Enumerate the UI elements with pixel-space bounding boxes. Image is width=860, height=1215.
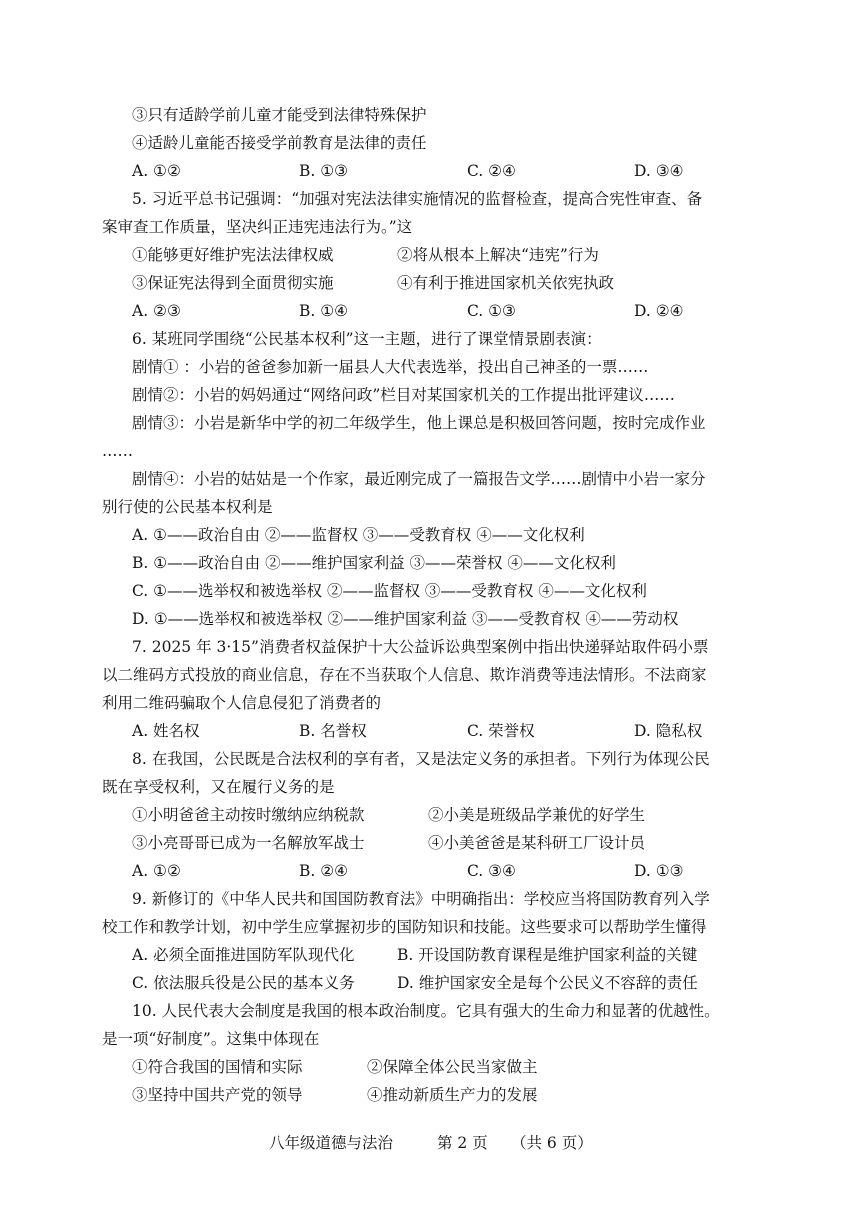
q9-stem-line-2: 校工作和教学计划，初中学生应掌握初步的国防知识和技能。这些要求可以帮助学生懂得 (102, 918, 707, 936)
q5-item-1: ①能够更好维护宪法法律权威 (132, 246, 334, 264)
q8-item-3: ③小亮哥哥已成为一名解放军战士 (132, 834, 365, 852)
q10-stem-line-1: 10. 人民代表大会制度是我国的根本政治制度。它具有强大的生命力和显著的优越性。 (132, 1002, 720, 1020)
q6-option-d: D. ①——选举权和被选举权 ②——维护国家利益 ③——受教育权 ④——劳动权 (132, 610, 679, 628)
footer-total-pages: （共 6 页） (511, 1134, 593, 1152)
q9-option-d: D. 维护国家安全是每个公民义不容辞的责任 (397, 974, 698, 992)
q10-items-row-2 (0, 1085, 860, 1105)
q4-option-c: C. ②④ (467, 162, 516, 180)
q9-options-row-1 (0, 945, 860, 965)
q4-option-d: D. ③④ (634, 162, 684, 180)
q7-option-c: C. 荣誉权 (467, 722, 535, 740)
q5-item-2: ②将从根本上解决“违宪”行为 (397, 246, 599, 264)
q5-option-a: A. ②③ (132, 302, 181, 320)
q7-stem-line-3: 利用二维码骗取个人信息侵犯了消费者的 (102, 694, 382, 712)
q9-options-row-2 (0, 973, 860, 993)
q10-items-row-1 (0, 1057, 860, 1077)
q5-option-b: B. ①④ (299, 302, 349, 320)
q5-option-d: D. ②④ (634, 302, 684, 320)
q6-scene-3-cont: …… (102, 442, 133, 460)
q7-option-a: A. 姓名权 (132, 722, 200, 740)
q8-options (0, 861, 860, 881)
q5-item-4: ④有利于推进国家机关依宪执政 (397, 274, 615, 292)
q5-options (0, 301, 860, 321)
q8-items-row-2 (0, 833, 860, 853)
q8-option-a: A. ①② (132, 862, 181, 880)
q9-option-c: C. 依法服兵役是公民的基本义务 (132, 974, 355, 992)
q8-item-1: ①小明爸爸主动按时缴纳应纳税款 (132, 806, 365, 824)
q10-stem-line-2: 是一项“好制度”。这集中体现在 (102, 1030, 320, 1048)
q4-option-b: B. ①③ (299, 162, 349, 180)
q5-stem-line-2: 案审查工作质量，坚决纠正违宪违法行为。”这 (102, 218, 413, 236)
q8-items-row-1 (0, 805, 860, 825)
q6-scene-4-cont: 别行使的公民基本权利是 (102, 498, 273, 516)
q10-item-3: ③坚持中国共产党的领导 (132, 1086, 303, 1104)
q9-option-a: A. 必须全面推进国防军队现代化 (132, 946, 355, 964)
q7-stem-line-1: 7. 2025 年 3·15”消费者权益保护十大公益诉讼典型案例中指出快递驿站取件码小票 (132, 638, 709, 656)
q6-scene-3: 剧情③：小岩是新华中学的初二年级学生，他上课总是积极回答问题，按时完成作业 (132, 414, 706, 432)
q4-options (0, 161, 860, 181)
footer-page-number: 第 2 页 (437, 1134, 488, 1152)
q6-scene-1: 剧情① ：小岩的爸爸参加新一届县人大代表选举，投出自己神圣的一票…… (132, 358, 649, 376)
q6-stem: 6. 某班同学围绕“公民基本权利”这一主题，进行了课堂情景剧表演： (132, 330, 602, 348)
q8-option-c: C. ③④ (467, 862, 516, 880)
q9-stem-line-1: 9. 新修订的《中华人民共和国国防教育法》中明确指出：学校应当将国防教育列入学 (132, 890, 710, 908)
q6-option-a: A. ①——政治自由 ②——监督权 ③——受教育权 ④——文化权利 (132, 526, 585, 544)
q7-options (0, 721, 860, 741)
q6-scene-2: 剧情②：小岩的妈妈通过“网络问政”栏目对某国家机关的工作提出批评建议…… (132, 386, 675, 404)
q5-items-row-2 (0, 273, 860, 293)
q8-stem-line-2: 既在享受权利，又在履行义务的是 (102, 778, 335, 796)
q5-option-c: C. ①③ (467, 302, 516, 320)
q4-item-3: ③只有适龄学前儿童才能受到法律特殊保护 (132, 106, 427, 124)
q10-item-2: ②保障全体公民当家做主 (367, 1058, 538, 1076)
q5-item-3: ③保证宪法得到全面贯彻实施 (132, 274, 334, 292)
q5-stem-line-1: 5. 习近平总书记强调：“加强对宪法法律实施情况的监督检查，提高合宪性审查、备 (132, 190, 703, 208)
q6-scene-4: 剧情④：小岩的姑姑是一个作家，最近刚完成了一篇报告文学……剧情中小岩一家分 (132, 470, 706, 488)
q5-items-row-1 (0, 245, 860, 265)
q8-item-2: ②小美是班级品学兼优的好学生 (428, 806, 646, 824)
q4-option-a: A. ①② (132, 162, 181, 180)
q8-stem-line-1: 8. 在我国，公民既是合法权利的享有者，又是法定义务的承担者。下列行为体现公民 (132, 750, 710, 768)
q8-item-4: ④小美爸爸是某科研工厂设计员 (428, 834, 646, 852)
q6-option-c: C. ①——选举权和被选举权 ②——监督权 ③——受教育权 ④——文化权利 (132, 582, 647, 600)
footer-subject: 八年级道德与法治 (269, 1134, 394, 1152)
q7-option-d: D. 隐私权 (634, 722, 703, 740)
q7-option-b: B. 名誉权 (299, 722, 367, 740)
q4-item-4: ④适龄儿童能否接受学前教育是法律的责任 (132, 134, 427, 152)
q7-stem-line-2: 以二维码方式投放的商业信息，存在不当获取个人信息、欺诈消费等违法情形。不法商家 (102, 666, 707, 684)
q10-item-4: ④推动新质生产力的发展 (367, 1086, 538, 1104)
q8-option-b: B. ②④ (299, 862, 349, 880)
q10-item-1: ①符合我国的国情和实际 (132, 1058, 303, 1076)
q8-option-d: D. ①③ (634, 862, 684, 880)
q6-option-b: B. ①——政治自由 ②——维护国家利益 ③——荣誉权 ④——文化权利 (132, 554, 616, 572)
q9-option-b: B. 开设国防教育课程是维护国家利益的关键 (397, 946, 698, 964)
